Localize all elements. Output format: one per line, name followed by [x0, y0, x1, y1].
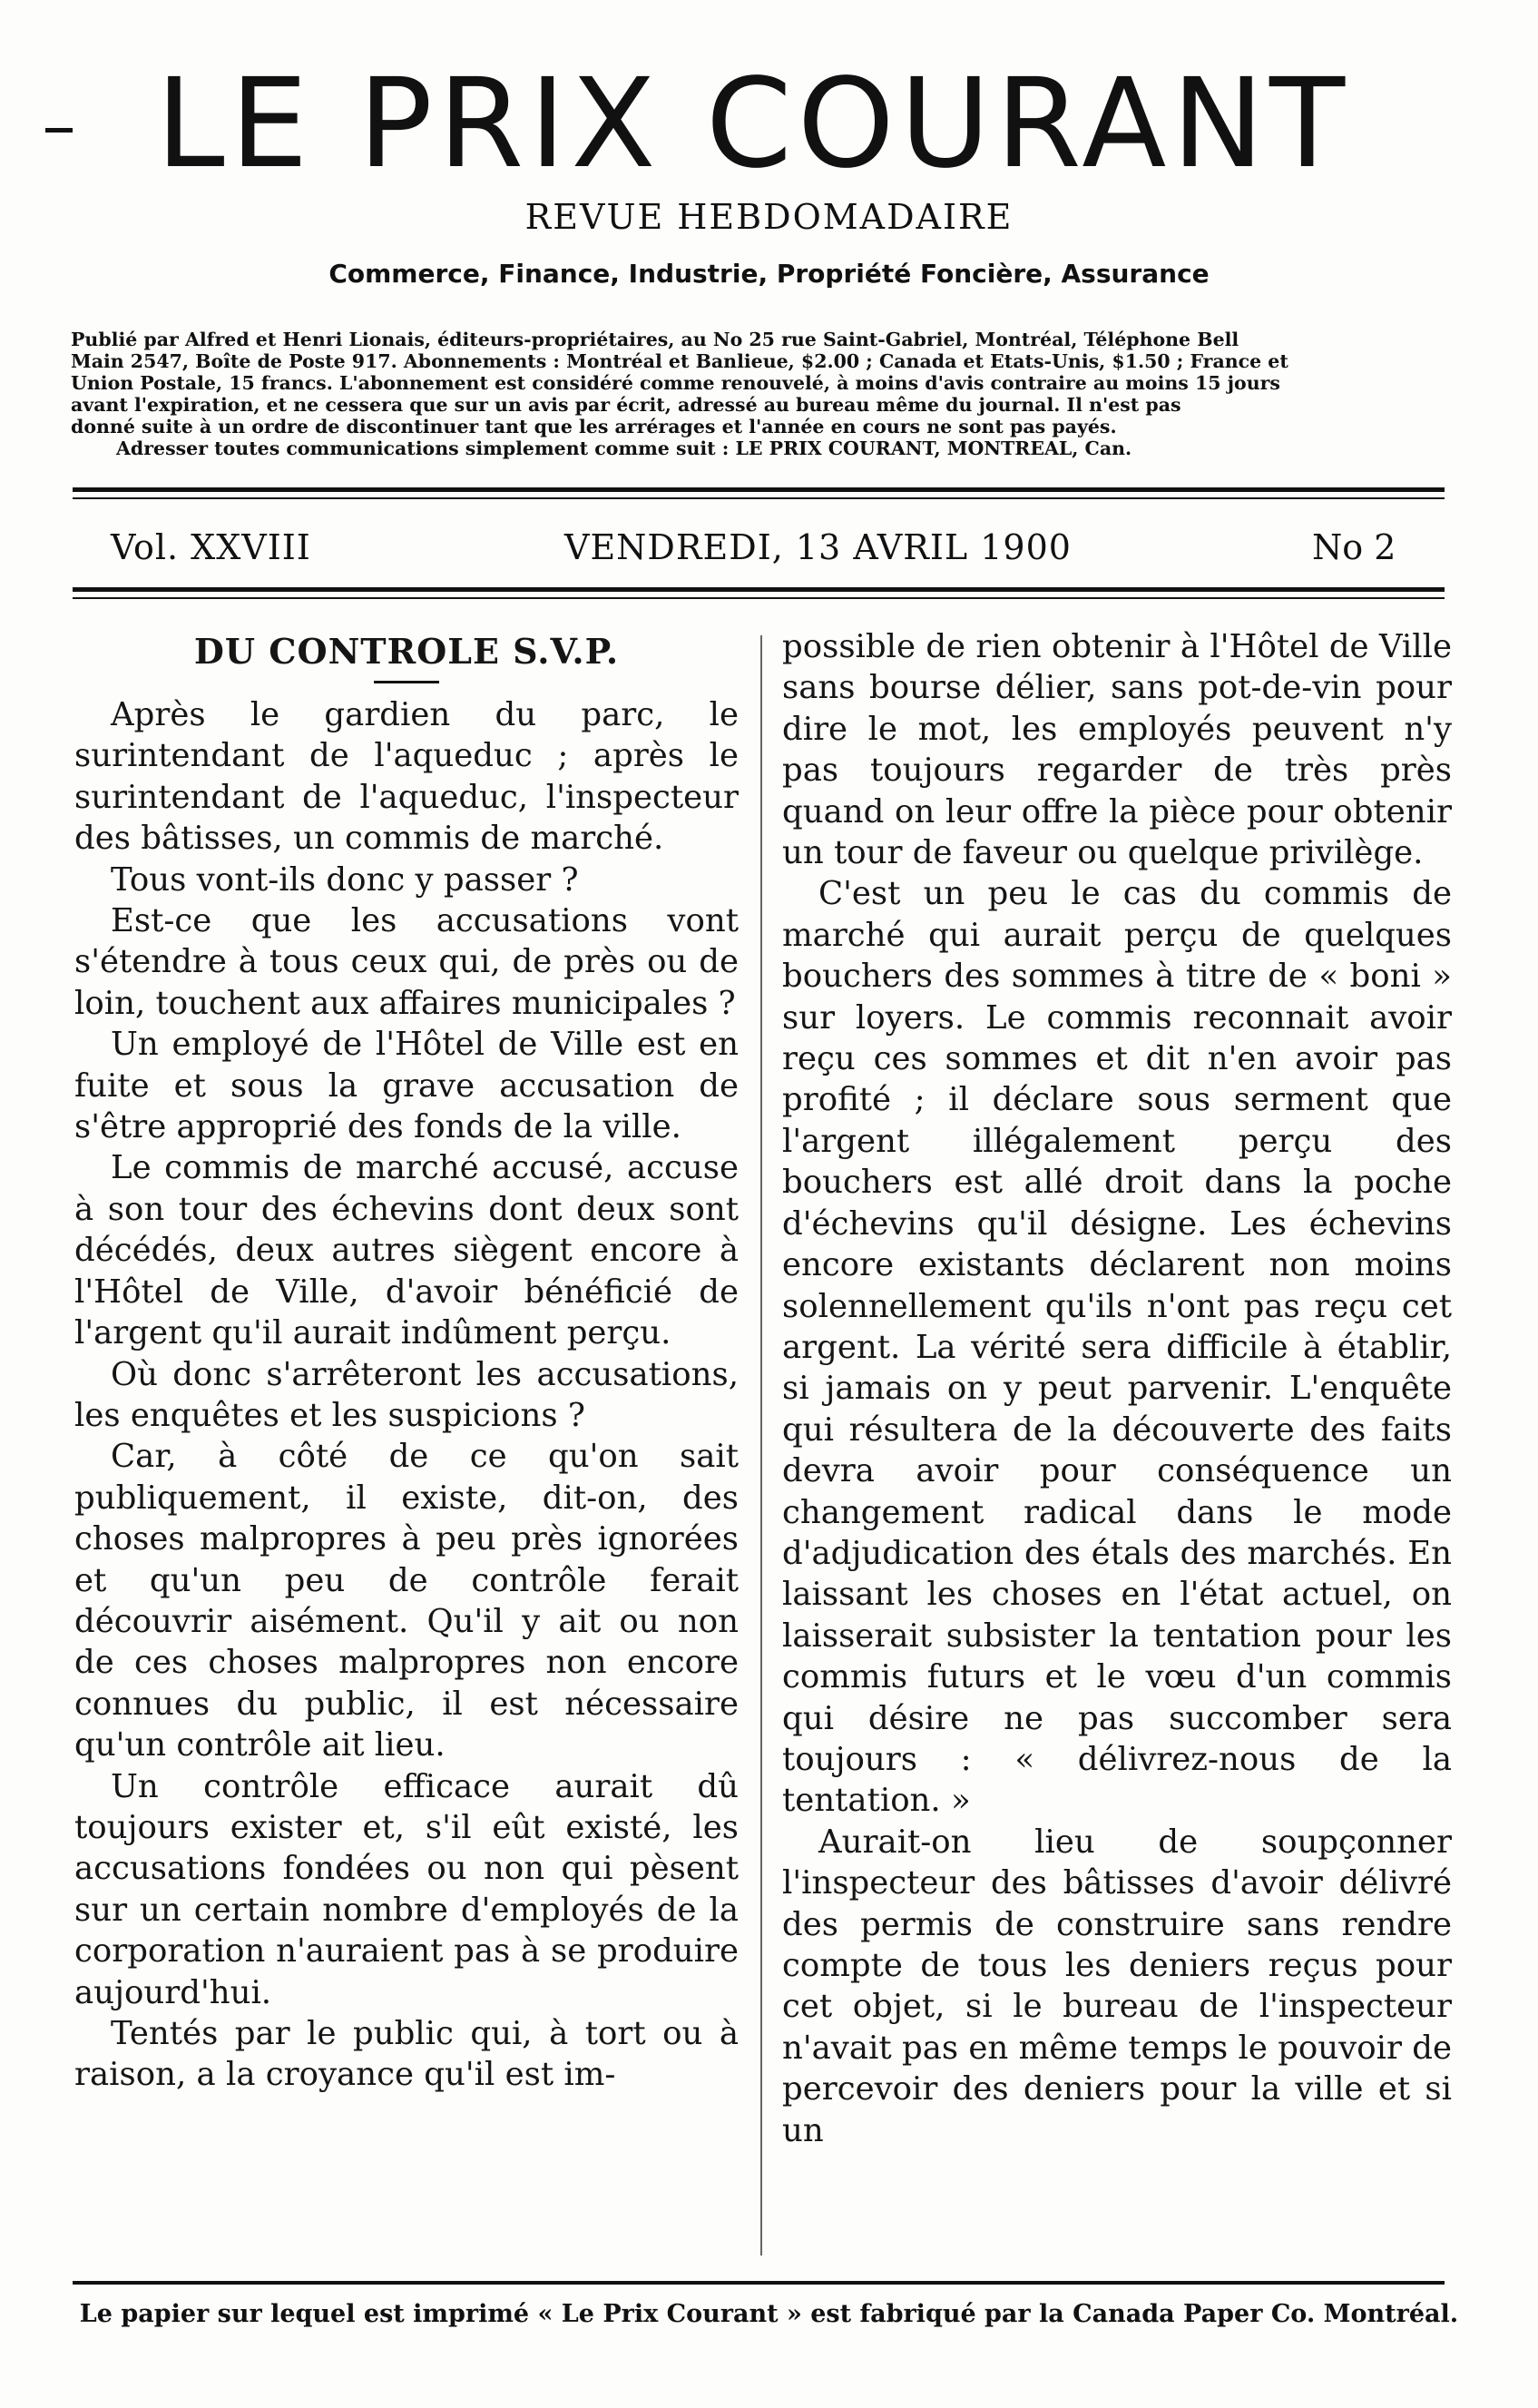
article-paragraph: Tous vont-ils donc y passer ? [111, 860, 579, 899]
publisher-line: Main 2547, Boîte de Poste 917. Abonnements : Montréal et Banlieue, $2.00 ; Canada et Etats-Unis, $1.50 ; France et [71, 350, 1288, 372]
divider-rule [73, 497, 1445, 499]
article-paragraph: Un employé de l'Hôtel de Ville est en fuite et sous la grave accusation de s'être approprié des fonds de la ville. [74, 1026, 739, 1146]
title-rule [374, 681, 439, 683]
article-paragraph: Est-ce que les accusations vont s'étendre à tous ceux qui, de près ou de loin, touchent aux affaires municipales ? [74, 902, 739, 1022]
article-paragraph: Le commis de marché accusé, accuse à son tour des échevins dont deux sont décédés, deux autres siègent encore à l'Hôtel de Ville, d'avoir bénéficié de l'argent qu'il aurait indûment perçu. [74, 1149, 739, 1352]
article-paragraph: Un contrôle efficace aurait dû toujours exister et, s'il eût existé, les accusations fondées ou non qui pèsent sur un certain nombre d'employés de la corporation n'auraient pas à se produire aujourd'hui. [74, 1767, 739, 2011]
divider-rule [73, 487, 1445, 492]
article-paragraph: Aurait-on lieu de soupçonner l'inspecteur des bâtisses d'avoir délivré des permis de construire sans rendre compte de tous les deniers reçus pour cet objet, si le bureau de l'inspecteur n'avait pas en même temps le pouvoir de percevoir des deniers pour la ville et si un [782, 1823, 1452, 2149]
article-paragraph: Où donc s'arrêteront les accusations, les enquêtes et les suspicions ? [74, 1355, 739, 1434]
publisher-line: avant l'expiration, et ne cessera que sur un avis par écrit, adressé au bureau même du journal. Il n'est pas [71, 394, 1181, 416]
article-title: DU CONTROLE S.V.P. [193, 631, 620, 672]
issue-number: No 2 [1312, 527, 1396, 567]
article-paragraph: Car, à côté de ce qu'on sait publiquement, il existe, dit-on, des choses malpropres à peu près ignorées et qu'un peu de contrôle ferait découvrir aisément. Qu'il y ait ou non de ces choses malpropres non encore connues du public, il est nécessaire qu'un contrôle ait lieu. [74, 1438, 739, 1764]
article-column-right [782, 626, 1452, 2151]
publisher-notice [71, 329, 1443, 459]
footer-notice: Le papier sur lequel est imprimé « Le Prix Courant » est fabriqué par la Canada Paper Co. Montréal. [79, 2300, 1459, 2328]
masthead-subtitle: REVUE HEBDOMADAIRE [524, 197, 1014, 237]
publisher-line: Union Postale, 15 francs. L'abonnement est considéré comme renouvelé, à moins d'avis contraire au moins 15 jours [71, 372, 1280, 394]
article-paragraph-continued: possible de rien obtenir à l'Hôtel de Ville sans bourse délier, sans pot-de-vin pour dire le mot, les employés peuvent n'y pas toujours regarder de très près quand on leur offre la pièce pour obtenir un tour de faveur ou quelque privilège. [782, 628, 1452, 872]
column-divider [760, 635, 762, 2256]
issue-date: VENDREDI, 13 AVRIL 1900 [564, 527, 1072, 567]
publisher-line: donné suite à un ordre de discontinuer tant que les arrérages et l'année en cours ne sont pas payés. [71, 416, 1117, 437]
divider-rule [73, 597, 1445, 599]
masthead-title: LE PRIX COURANT [155, 53, 1351, 196]
issue-volume: Vol. XXVIII [111, 527, 311, 567]
address-line: Adresser toutes communications simplement comme suit : LE PRIX COURANT, MONTREAL, Can. [116, 437, 1132, 459]
masthead-tagline: Commerce, Finance, Industrie, Propriété Foncière, Assurance [328, 259, 1210, 289]
article-paragraph: Tentés par le public qui, à tort ou à raison, a la croyance qu'il est im- [74, 2015, 739, 2094]
article-column-left [74, 626, 739, 2096]
article-paragraph: Après le gardien du parc, le surintendant de l'aqueduc ; après le surintendant de l'aqueduc, l'inspecteur des bâtisses, un commis de marché. [74, 696, 739, 858]
article-paragraph: C'est un peu le cas du commis de marché qui aurait perçu de quelques bouchers des sommes à titre de « boni » sur loyers. Le commis reconnait avoir reçu ces sommes et dit n'en avoir pas profité ; il déclare sous serment que l'argent illégalement perçu des bouchers est allé droit dans la poche d'échevins qu'il désigne. Les échevins encore existants déclarent non moins solennellement qu'ils n'ont pas reçu cet argent. La vérité sera difficile à établir, si jamais on y peut parvenir. L'enquête qui résultera de la découverte des faits devra avoir pour conséquence un changement radical dans le mode d'adjudication des étals des marchés. En laissant les choses en l'état actuel, on laisserait subsister la tentation pour les commis futurs et le vœu d'un commis qui désire ne pas succomber sera toujours : « délivrez-nous de la tentation. » [782, 875, 1452, 1820]
publisher-line: Publié par Alfred et Henri Lionais, éditeurs-propriétaires, au No 25 rue Saint-Gabriel, Montréal, Téléphone Bell [71, 329, 1239, 350]
divider-rule [73, 587, 1445, 592]
footer-rule [73, 2281, 1445, 2285]
